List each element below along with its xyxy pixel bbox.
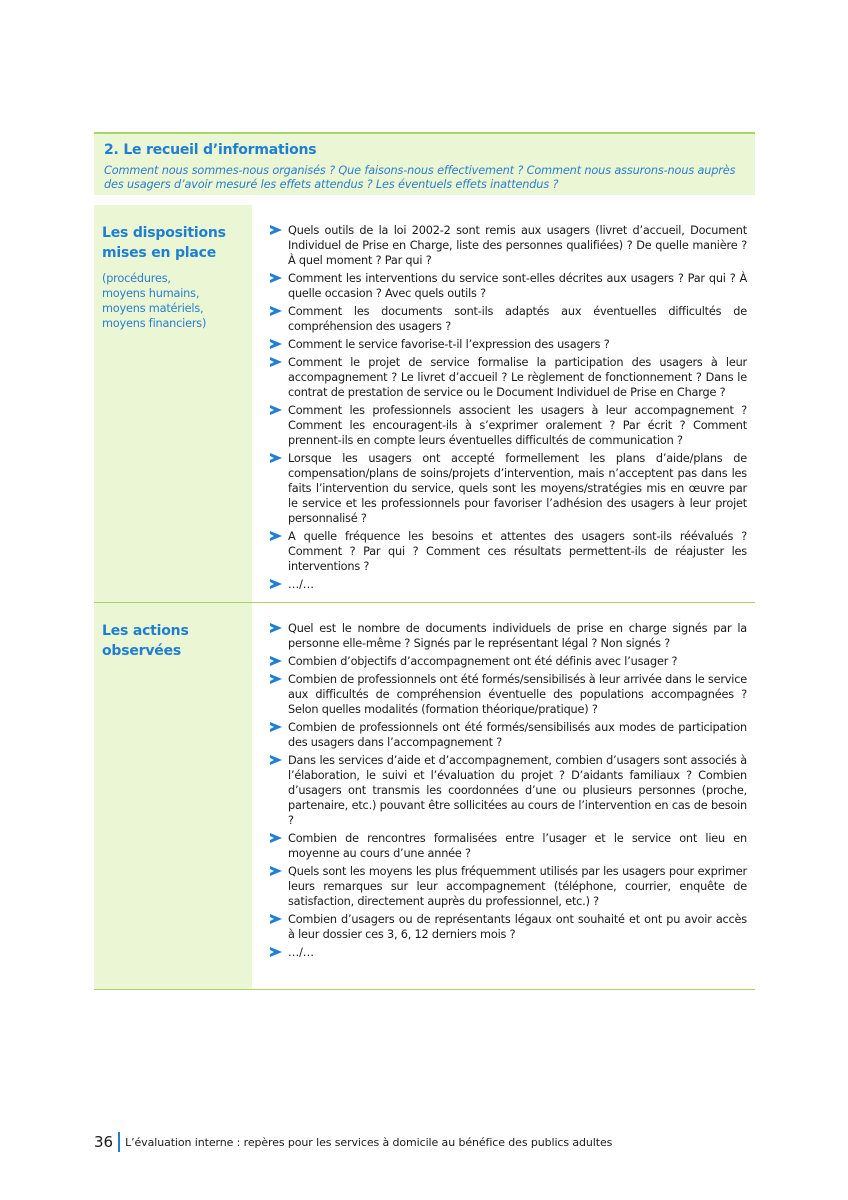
list-item <box>270 451 747 526</box>
note-line: moyens humains, <box>102 287 200 300</box>
list-item <box>270 753 747 828</box>
arrow-bullet-icon <box>270 722 282 732</box>
list-item <box>270 654 747 669</box>
list-item <box>270 529 747 574</box>
arrow-bullet-icon <box>270 531 282 541</box>
arrow-bullet-icon <box>270 453 282 463</box>
dispositions-section <box>94 205 755 603</box>
section-header <box>94 132 755 195</box>
list-item <box>270 621 747 651</box>
list-item <box>270 355 747 400</box>
page-number: 36 <box>94 1132 120 1152</box>
list-item <box>270 403 747 448</box>
list-item-text: Combien d’usagers ou de représentants légaux ont souhaité et ont pu avoir accès à leur dossier ces 3, 6, 12 derniers mois ? <box>288 913 747 941</box>
list-item <box>270 223 747 268</box>
note-line: moyens financiers) <box>102 317 207 330</box>
section-subtitle: Comment nous sommes-nous organisés ? Que faisons-nous effectivement ? Comment nous assurons-nous auprès des usagers d’avoir mesuré les effets attendus ? Les éventuels effets inattendus ? <box>104 164 736 191</box>
dispositions-title-line2: mises en place <box>102 245 217 261</box>
list-item-text: Combien de professionnels ont été formés/sensibilisés aux modes de participation des usagers dans l’accompagnement ? <box>288 721 747 749</box>
actions-title <box>102 621 244 661</box>
dispositions-label-column <box>94 205 252 602</box>
arrow-bullet-icon <box>270 866 282 876</box>
actions-section <box>94 603 755 990</box>
list-item-text: Quels sont les moyens les plus fréquemment utilisés par les usagers pour exprimer leurs remarques sur leur accompagnement (téléphone, courrier, enquête de satisfaction, directement auprès du professionnel, etc.) ? <box>288 865 747 908</box>
dispositions-list <box>270 223 747 592</box>
arrow-bullet-icon <box>270 339 282 349</box>
arrow-bullet-icon <box>270 656 282 666</box>
arrow-bullet-icon <box>270 947 282 957</box>
dispositions-title <box>102 223 244 263</box>
list-item <box>270 945 747 960</box>
arrow-bullet-icon <box>270 357 282 367</box>
list-item-text: Dans les services d’aide et d’accompagnement, combien d’usagers sont associés à l’élaboration, le suivi et l’évaluation du projet ? D’aidants familiaux ? Combien d’usagers ont transmis les coordonnées d’une ou plusieurs personnes (proche, partenaire, etc.) pouvant être sollicitées au cours de l’intervention en cas de besoin ? <box>288 754 747 827</box>
list-item-text: …/… <box>288 946 314 959</box>
list-item-text: Combien de rencontres formalisées entre l’usager et le service ont lieu en moyenne au cours d’une année ? <box>288 832 747 860</box>
list-item <box>270 720 747 750</box>
arrow-bullet-icon <box>270 579 282 589</box>
list-item-text: Comment le service favorise-t-il l’expression des usagers ? <box>288 338 610 351</box>
list-item-text: Combien de professionnels ont été formés/sensibilisés à leur arrivée dans le service aux difficultés de compréhension éventuelle des populations accompagnées ? Selon quelles modalités (formation théorique/pratique) ? <box>288 673 747 716</box>
actions-list-column <box>252 603 755 989</box>
list-item <box>270 577 747 592</box>
list-item-text: A quelle fréquence les besoins et attentes des usagers sont-ils réévalués ? Comment ? Par qui ? Comment ces résultats permettent-ils de réajuster les interventions ? <box>288 530 747 573</box>
section-title: 2. Le recueil d’informations <box>104 142 317 158</box>
list-item <box>270 912 747 942</box>
list-item-text: Comment le projet de service formalise la participation des usagers à leur accompagnement ? Le livret d’accueil ? Le règlement de fonctionnement ? Dans le contrat de prestation de service ou le Document Individuel de Prise en Charge ? <box>288 356 747 399</box>
list-item-text: Quels outils de la loi 2002-2 sont remis aux usagers (livret d’accueil, Document Individuel de Prise en Charge, liste des personnes qualifiées) ? De quelle manière ? À quel moment ? Par qui ? <box>288 224 747 267</box>
footer-text: L’évaluation interne : repères pour les services à domicile au bénéfice des publics adultes <box>125 1135 613 1149</box>
actions-title-line2: observées <box>102 643 182 659</box>
actions-list <box>270 621 747 960</box>
list-item <box>270 864 747 909</box>
list-item <box>270 831 747 861</box>
actions-title-line1: Les actions <box>102 623 189 639</box>
list-item <box>270 304 747 334</box>
arrow-bullet-icon <box>270 306 282 316</box>
arrow-bullet-icon <box>270 405 282 415</box>
list-item-text: Comment les documents sont-ils adaptés aux éventuelles difficultés de compréhension des usagers ? <box>288 305 747 333</box>
arrow-bullet-icon <box>270 674 282 684</box>
arrow-bullet-icon <box>270 914 282 924</box>
actions-label-column <box>94 603 252 989</box>
page-footer <box>94 1132 612 1152</box>
list-item-text: Combien d’objectifs d’accompagnement ont été définis avec l’usager ? <box>288 655 678 668</box>
list-item-text: Comment les interventions du service sont-elles décrites aux usagers ? Par qui ? À quelle occasion ? Avec quels outils ? <box>288 272 747 300</box>
arrow-bullet-icon <box>270 623 282 633</box>
arrow-bullet-icon <box>270 225 282 235</box>
dispositions-note <box>102 271 244 331</box>
dispositions-list-column <box>252 205 755 602</box>
arrow-bullet-icon <box>270 273 282 283</box>
list-item <box>270 271 747 301</box>
dispositions-title-line1: Les dispositions <box>102 225 226 241</box>
list-item <box>270 672 747 717</box>
arrow-bullet-icon <box>270 833 282 843</box>
content-frame <box>94 132 755 990</box>
arrow-bullet-icon <box>270 755 282 765</box>
note-line: moyens matériels, <box>102 302 204 315</box>
list-item-text: Quel est le nombre de documents individuels de prise en charge signés par la personne elle-même ? Signés par le représentant légal ? Non signés ? <box>288 622 747 650</box>
list-item-text: Lorsque les usagers ont accepté formellement les plans d’aide/plans de compensation/plans de soins/projets d’intervention, mais n’acceptent pas dans les faits l’intervention du service, quels sont les moyens/stratégies mis en œuvre par le service et les professionnels pour favoriser l’adhésion des usagers à leur projet personnalisé ? <box>288 452 747 525</box>
list-item <box>270 337 747 352</box>
list-item-text: Comment les professionnels associent les usagers à leur accompagnement ? Comment les encouragent-ils à s’exprimer oralement ? Par écrit ? Comment prennent-ils en compte leurs éventuelles difficultés de communication ? <box>288 404 747 447</box>
list-item-text: …/… <box>288 578 314 591</box>
note-line: (procédures, <box>102 272 171 285</box>
